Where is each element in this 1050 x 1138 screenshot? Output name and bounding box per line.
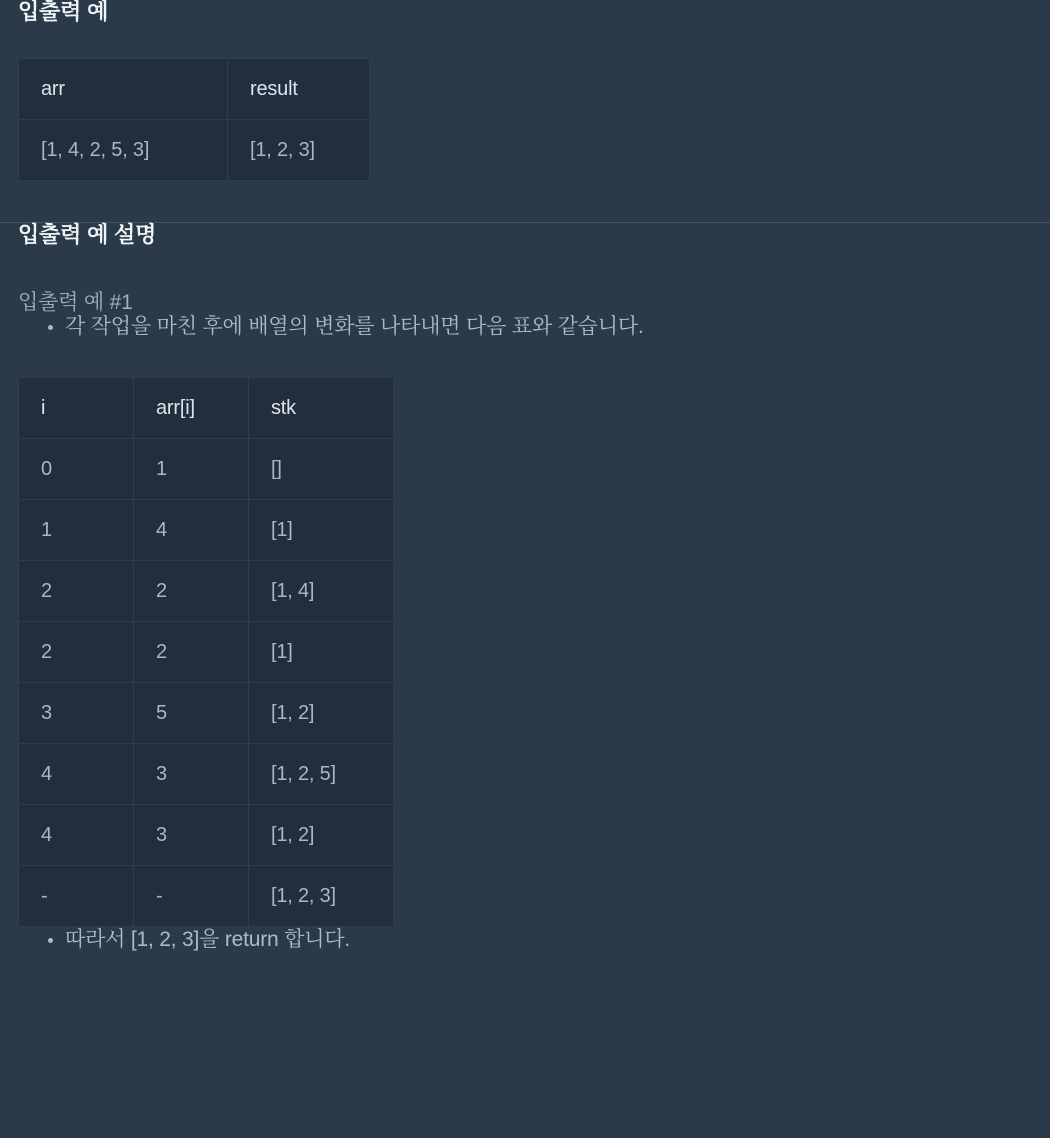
table-cell: [1, 2, 3]	[249, 866, 394, 927]
table-cell: 2	[19, 622, 134, 683]
column-header: arr[i]	[134, 378, 249, 439]
example-1-subheading: 입출력 예 #1	[18, 291, 133, 314]
table-cell: 5	[134, 683, 249, 744]
table-cell: 1	[19, 500, 134, 561]
table-row	[19, 561, 394, 622]
explanation-heading: 입출력 예 설명	[18, 222, 157, 247]
table-cell: 2	[134, 622, 249, 683]
table-cell: [1, 2]	[249, 683, 394, 744]
table-cell: 3	[134, 744, 249, 805]
table-cell: 3	[134, 805, 249, 866]
table-cell: 4	[19, 744, 134, 805]
table-cell: 4	[134, 500, 249, 561]
table-row	[19, 120, 370, 181]
column-header: result	[228, 59, 370, 120]
table-row	[19, 439, 394, 500]
table-cell: [1]	[249, 500, 394, 561]
column-header: i	[19, 378, 134, 439]
io-example-heading: 입출력 예	[18, 0, 109, 24]
column-header: stk	[249, 378, 394, 439]
column-header: arr	[19, 59, 228, 120]
table-cell: [1, 2]	[249, 805, 394, 866]
table-row	[19, 622, 394, 683]
table-cell: -	[19, 866, 134, 927]
table-cell: [1]	[249, 622, 394, 683]
table-row	[19, 805, 394, 866]
table-cell: 3	[19, 683, 134, 744]
explanation-list-top	[18, 314, 1032, 340]
io-example-table	[18, 58, 370, 181]
table-cell: 1	[134, 439, 249, 500]
table-cell: [1, 2, 3]	[228, 120, 370, 181]
table-cell: []	[249, 439, 394, 500]
table-cell: 0	[19, 439, 134, 500]
list-item: • 각 작업을 마친 후에 배열의 변화를 나타내면 다음 표와 같습니다.	[65, 314, 1032, 340]
table-cell: 4	[19, 805, 134, 866]
table-cell: [1, 4, 2, 5, 3]	[19, 120, 228, 181]
table-header-row	[19, 59, 370, 120]
table-row	[19, 744, 394, 805]
table-cell: 2	[19, 561, 134, 622]
list-item: • 따라서 [1, 2, 3]을 return 합니다.	[65, 927, 1032, 953]
table-cell: -	[134, 866, 249, 927]
explanation-list-bottom	[18, 927, 1032, 953]
table-cell: [1, 2, 5]	[249, 744, 394, 805]
table-cell: [1, 4]	[249, 561, 394, 622]
stack-trace-table	[18, 377, 394, 927]
table-row	[19, 866, 394, 927]
table-cell: 2	[134, 561, 249, 622]
table-row	[19, 500, 394, 561]
table-row	[19, 683, 394, 744]
table-header-row	[19, 378, 394, 439]
